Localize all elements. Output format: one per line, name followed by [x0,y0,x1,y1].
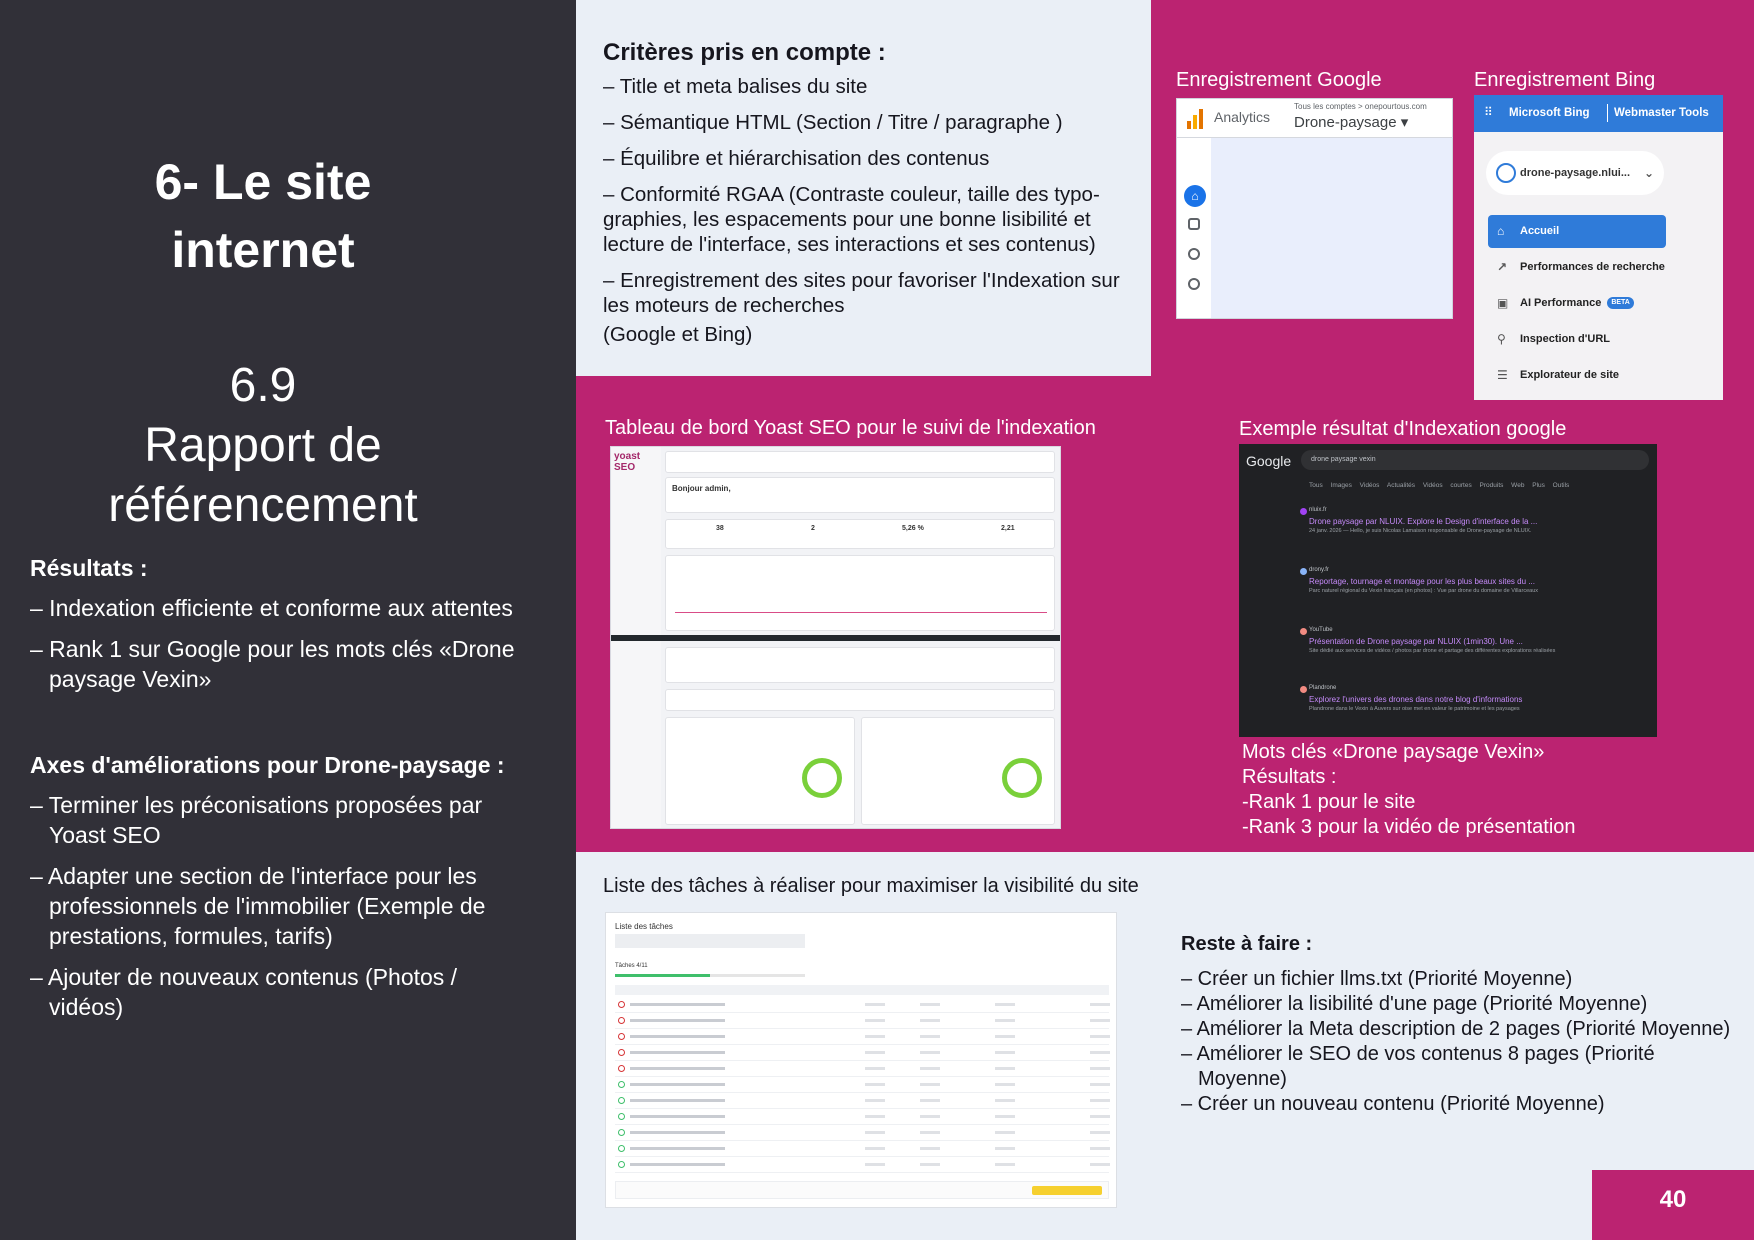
task-cell [920,1163,940,1166]
improvements-block [30,750,530,1033]
tasks-panel-title: Liste des tâches [615,922,673,931]
task-label [630,1019,725,1022]
result-source: drony.fr [1309,567,1329,573]
task-cell [1090,1115,1110,1118]
criteria-item: – Title et meta balises du site [603,75,868,98]
analytics-logo-icon [1187,109,1205,129]
readability-score-ring [1002,758,1042,798]
todo-item: – Créer un fichier llms.txt (Priorité Moyenne) [1181,968,1573,990]
account-path: Tous les comptes > onepourtous.com [1294,102,1427,111]
yoast-notice-card [665,451,1055,473]
result-snippet: Site dédié aux services de vidéos / photos par drone et partage des différentes explorations réalisées [1309,648,1556,654]
globe-icon [1496,163,1516,183]
task-row[interactable] [615,1061,1109,1077]
task-cell [1090,1035,1110,1038]
task-label [630,1067,725,1070]
tasks-tab[interactable]: Tâches 4/11 [615,963,648,969]
explore-icon[interactable] [1188,248,1200,260]
google-analytics-screenshot [1176,98,1453,319]
task-cell [865,1147,885,1150]
task-label [630,1131,725,1134]
criteria-box [576,0,1151,376]
task-cell [920,1067,940,1070]
task-cell [865,1019,885,1022]
task-cell [920,1131,940,1134]
left-panel [0,0,576,1240]
tasks-table-header [615,985,1109,995]
document-icon: ☰ [1497,368,1508,382]
task-cell [995,1163,1015,1166]
yoast-queries-card [665,689,1055,711]
task-cell [920,1115,940,1118]
result-source: Plandrone [1309,685,1337,691]
task-cell [995,1083,1015,1086]
task-cell [920,1003,940,1006]
chevron-down-icon: ⌄ [1643,166,1654,180]
task-cell [995,1131,1015,1134]
task-cell [995,1003,1015,1006]
yoast-top-content-card [665,647,1055,683]
task-cell [995,1067,1015,1070]
analytics-label: Analytics [1214,109,1271,125]
favicon-icon [1300,686,1307,693]
nav-label: Performances de recherche [1520,261,1665,273]
task-cell [865,1099,885,1102]
pending-icon [618,1001,625,1008]
admin-bar [611,635,1061,641]
task-cell [865,1131,885,1134]
task-cell [1090,1147,1110,1150]
bing-registration-caption: Enregistrement Bing [1474,69,1656,91]
divider [1607,104,1608,122]
task-row[interactable] [615,1109,1109,1125]
result-item: – Indexation efficiente et conforme aux attentes [30,595,513,621]
task-label [630,1115,725,1118]
task-row[interactable] [615,1013,1109,1029]
task-cell [1090,1051,1110,1054]
search-result[interactable] [1309,566,1649,595]
bing-webmaster-screenshot [1474,95,1723,400]
task-cell [1090,1163,1110,1166]
results-heading: Résultats : [30,555,148,581]
check-icon [618,1161,625,1168]
criteria-item: – Sémantique HTML (Section / Titre / paragraphe ) [603,111,1063,134]
improvements-heading: Axes d'améliorations pour Drone-paysage : [30,752,505,778]
page-number: 40 [1592,1170,1754,1240]
todo-heading: Reste à faire : [1181,933,1313,955]
home-icon: ⌂ [1497,224,1505,238]
yoast-stats-card [665,519,1055,549]
todo-block [1181,932,1741,1117]
search-result[interactable] [1309,626,1649,655]
task-cell [865,1115,885,1118]
criteria-item: – Conformité RGAA (Contraste couleur, taille des typo-graphies, les espacements pour une bonne lisibilité et lecture de l'interface, ses interactions et ses contenus) [603,183,1100,256]
todo-item: – Améliorer la Meta description de 2 pages (Priorité Moyenne) [1181,1018,1731,1040]
task-cell [995,1051,1015,1054]
task-cell [865,1035,885,1038]
task-cell [865,1083,885,1086]
task-label [630,1003,725,1006]
app-grid-icon[interactable]: ⠿ [1484,105,1493,119]
beta-badge: BETA [1607,297,1634,309]
stat-value: 38 [716,525,724,532]
task-cell [865,1003,885,1006]
todo-item: – Améliorer le SEO de vos contenus 8 pages (Priorité Moyenne) [1181,1043,1655,1090]
search-input[interactable]: drone paysage vexin [1301,450,1649,470]
task-row[interactable] [615,1157,1109,1173]
yoast-greeting: Bonjour admin, [672,484,731,493]
search-result[interactable] [1309,684,1649,713]
google-logo: Google [1246,453,1292,469]
task-cell [1090,1003,1110,1006]
nav-explorateur[interactable] [1488,359,1666,392]
task-cell [920,1051,940,1054]
task-cell [1090,1083,1110,1086]
pending-icon [618,1033,625,1040]
tasks-caption: Liste des tâches à réaliser pour maximiser la visibilité du site [603,875,1139,897]
trend-icon: ↗ [1497,260,1508,274]
pending-icon [618,1065,625,1072]
chapter-title-line2: internet [171,222,355,278]
google-result-caption: Exemple résultat d'Indexation google [1239,418,1567,440]
webmaster-tools-label: Webmaster Tools [1614,107,1709,119]
site-name: drone-paysage.nlui... [1520,167,1631,179]
nav-label: AI Performance [1520,297,1602,309]
task-row[interactable] [615,1077,1109,1093]
criteria-item: – Enregistrement des sites pour favoriser l'Indexation sur les moteurs de recherches [603,269,1120,317]
yoast-readability-card [861,717,1055,825]
bing-topbar [1474,95,1723,132]
task-row[interactable] [615,1093,1109,1109]
section-title-line2: référencement [108,479,418,532]
reports-icon[interactable] [1188,218,1200,230]
result-snippet: 24 janv. 2026 — Hello, je suis Nicolas Lamaison responsable de Drone-paysage de NLUIX. [1309,528,1532,534]
todo-item: – Créer un nouveau contenu (Priorité Moyenne) [1181,1093,1605,1115]
property-selector[interactable]: Drone-paysage ▾ [1294,114,1409,131]
task-cell [1090,1067,1110,1070]
tasks-description [615,934,805,948]
check-icon [618,1113,625,1120]
sessions-line [675,612,1047,613]
task-cell [865,1163,885,1166]
nav-label: Inspection d'URL [1520,333,1611,345]
task-label [630,1051,725,1054]
task-cell [995,1115,1015,1118]
stat-value: 2 [811,525,815,532]
chapter-title-line1: 6- Le site [154,154,372,210]
nav-accueil[interactable] [1488,215,1666,248]
result-title[interactable]: Présentation de Drone paysage par NLUIX (1min30). Une ... [1309,637,1523,646]
tasks-screenshot [605,912,1117,1208]
check-icon [618,1145,625,1152]
ai-icon: ▣ [1497,296,1509,310]
improvement-item: – Terminer les préconisations proposées par Yoast SEO [30,792,483,848]
premium-button[interactable] [1032,1186,1102,1195]
task-cell [1090,1099,1110,1102]
analytics-topbar [1177,99,1453,138]
task-row[interactable] [615,997,1109,1013]
check-icon [618,1081,625,1088]
task-cell [995,1019,1015,1022]
premium-notice [615,1181,1109,1199]
task-cell [920,1147,940,1150]
improvement-item: – Ajouter de nouveaux contenus (Photos / vidéos) [30,964,458,1020]
result-title[interactable]: Explorez l'univers des drones dans notre blog d'informations [1309,695,1523,704]
nav-ai-performance[interactable] [1488,287,1666,320]
yoast-welcome-card [665,477,1055,513]
yoast-seo-score-card [665,717,855,825]
result-snippet: Parc naturel régional du Vexin français (en photos) : Vue par drone du domaine de Villarceaux [1309,588,1539,594]
task-row[interactable] [615,1141,1109,1157]
yoast-organic-sessions-card [665,555,1055,631]
section-number: 6.9 [229,359,297,412]
chapter-title [0,148,526,284]
keyword-line: Mots clés «Drone paysage Vexin» [1242,741,1545,763]
google-registration-caption: Enregistrement Google [1176,69,1382,91]
advertising-icon[interactable] [1188,278,1200,290]
task-cell [1090,1019,1110,1022]
result-snippet: Plandrone dans le Vexin à Auvers sur oise met en valeur le patrimoine et les paysages [1309,706,1520,712]
task-cell [920,1083,940,1086]
favicon-icon [1300,568,1307,575]
bing-brand: Microsoft Bing [1509,107,1590,119]
check-icon [618,1129,625,1136]
task-cell [1090,1131,1110,1134]
todo-item: – Améliorer la lisibilité d'une page (Priorité Moyenne) [1181,993,1648,1015]
keyword-line: -Rank 3 pour la vidéo de présentation [1242,816,1576,838]
yoast-caption: Tableau de bord Yoast SEO pour le suivi de l'indexation [605,417,1096,439]
stat-value: 5,26 % [902,525,924,532]
result-item: – Rank 1 sur Google pour les mots clés «Drone paysage Vexin» [30,636,515,692]
task-cell [920,1035,940,1038]
favicon-icon [1300,628,1307,635]
task-label [630,1083,725,1086]
results-block [30,553,530,705]
task-row[interactable] [615,1125,1109,1141]
favicon-icon [1300,508,1307,515]
task-cell [995,1099,1015,1102]
yoast-dashboard-screenshot [610,446,1061,829]
keyword-results [1242,740,1576,840]
task-cell [995,1147,1015,1150]
task-cell [920,1099,940,1102]
result-source: YouTube [1309,627,1333,633]
yoast-logo: yoast SEO [614,451,641,473]
nav-performances[interactable] [1488,251,1666,284]
search-tabs: Tous Images Vidéos Actualités Vidéos courtes Produits Web Plus Outils [1309,482,1570,489]
seo-score-ring [802,758,842,798]
tasks-progress [615,974,805,977]
google-results-screenshot [1239,444,1657,737]
search-result[interactable] [1309,506,1649,535]
keyword-line: Résultats : [1242,766,1337,788]
search-icon: ⚲ [1497,332,1506,346]
analytics-sidebar [1177,138,1211,319]
criteria-item: (Google et Bing) [603,323,753,346]
result-title[interactable]: Reportage, tournage et montage pour les plus beaux sites du ... [1309,577,1535,586]
nav-label: Explorateur de site [1520,369,1620,381]
task-cell [995,1035,1015,1038]
home-icon[interactable]: ⌂ [1184,185,1206,207]
result-title[interactable]: Drone paysage par NLUIX. Explore le Design d'interface de la ... [1309,517,1538,526]
keyword-line: -Rank 1 pour le site [1242,791,1416,813]
result-source: nluix.fr [1309,507,1327,513]
improvement-item: – Adapter une section de l'interface pour les professionnels de l'immobilier (Exemple de prestations, formules, tarifs) [30,863,486,949]
pending-icon [618,1049,625,1056]
pending-icon [618,1017,625,1024]
task-row[interactable] [615,1029,1109,1045]
stat-value: 2,21 [1001,525,1015,532]
task-label [630,1147,725,1150]
task-cell [865,1051,885,1054]
section-title [0,416,526,536]
nav-inspection-url[interactable] [1488,323,1666,356]
section-title-line1: Rapport de [144,419,382,472]
task-label [630,1035,725,1038]
site-selector[interactable] [1486,151,1664,195]
criteria-item: – Équilibre et hiérarchisation des contenus [603,147,990,170]
check-icon [618,1097,625,1104]
criteria-heading: Critères pris en compte : [603,39,886,66]
task-label [630,1163,725,1166]
task-row[interactable] [615,1045,1109,1061]
task-label [630,1099,725,1102]
nav-label: Accueil [1520,225,1560,237]
task-cell [920,1019,940,1022]
task-cell [865,1067,885,1070]
